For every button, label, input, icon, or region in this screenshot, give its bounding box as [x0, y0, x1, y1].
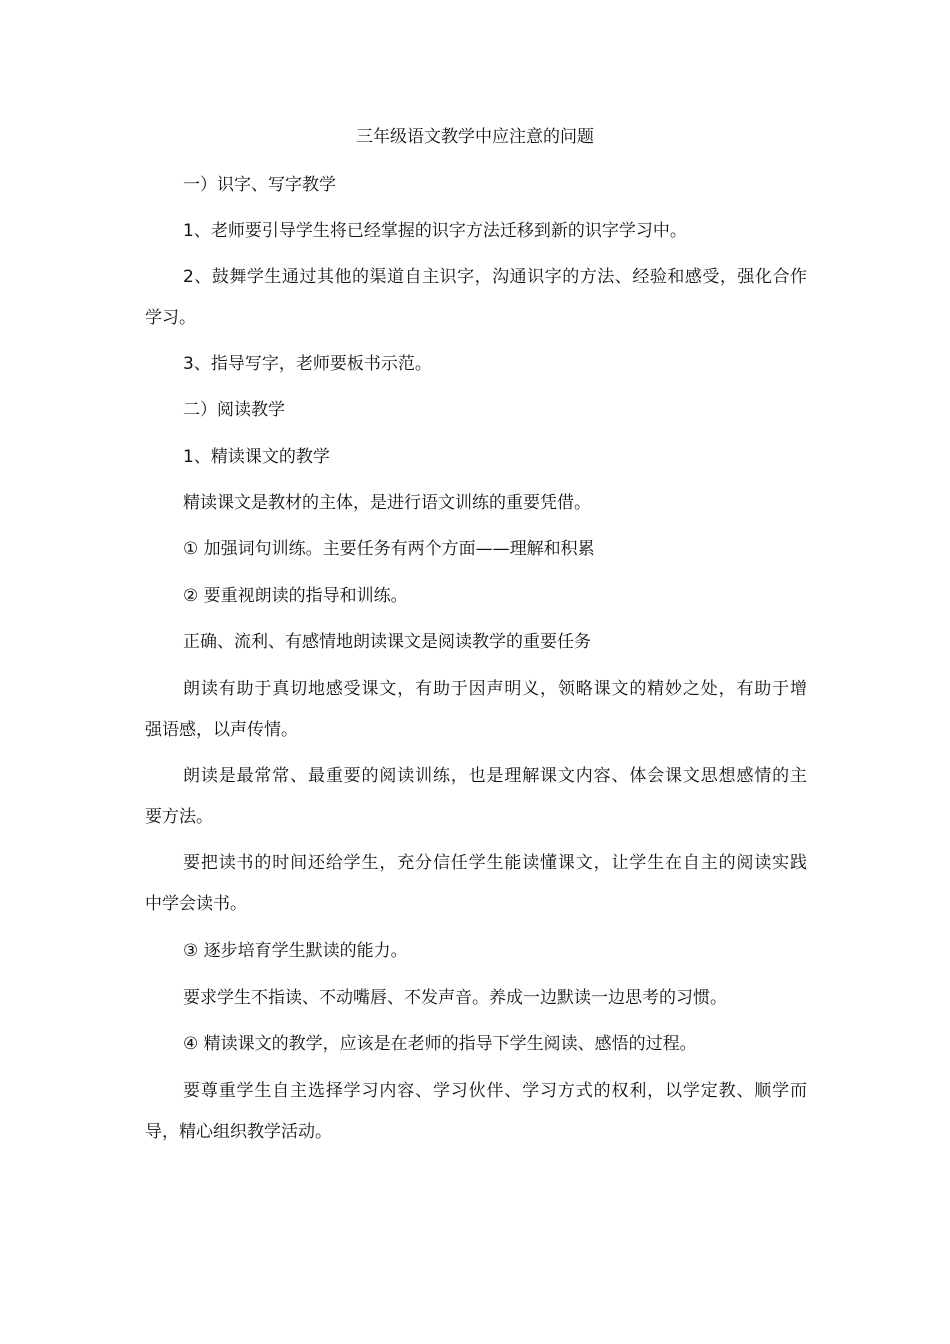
paragraph	[145, 987, 807, 1009]
paragraph-line: 朗读有助于真切地感受课文，有助于因声明义，领略课文的精妙之处，有助于增	[183, 679, 807, 699]
paragraph	[145, 1080, 807, 1143]
paragraph-line: 强语感，以声传情。	[145, 720, 298, 740]
paragraph-line: 3、指导写字，老师要板书示范。	[183, 354, 432, 374]
paragraph-line: ④ 精读课文的教学，应该是在老师的指导下学生阅读、感悟的过程。	[183, 1034, 697, 1054]
paragraph-line: 一）识字、写字教学	[183, 175, 336, 195]
paragraph	[145, 446, 807, 468]
paragraph	[145, 492, 807, 514]
paragraph	[145, 353, 807, 375]
paragraph-line: 朗读是最常常、最重要的阅读训练，也是理解课文内容、体会课文思想感情的主	[183, 766, 807, 786]
paragraph-line: 1、老师要引导学生将已经掌握的识字方法迁移到新的识字学习中。	[183, 221, 687, 241]
page-title: 三年级语文教学中应注意的问题	[356, 127, 594, 147]
paragraph	[145, 220, 807, 242]
paragraph-line: ② 要重视朗读的指导和训练。	[183, 586, 408, 606]
paragraph-line: 正确、流利、有感情地朗读课文是阅读教学的重要任务	[183, 632, 591, 652]
paragraph-line: 1、精读课文的教学	[183, 447, 330, 467]
paragraph-line: 学习。	[145, 308, 196, 328]
paragraph	[145, 538, 807, 560]
paragraph	[145, 852, 807, 915]
paragraph-line: 要尊重学生自主选择学习内容、学习伙伴、学习方式的权利，以学定教、顺学而	[183, 1081, 807, 1101]
paragraph-line: 要方法。	[145, 807, 213, 827]
paragraph-line: 导，精心组织教学活动。	[145, 1122, 332, 1142]
paragraph-line: 要求学生不指读、不动嘴唇、不发声音。养成一边默读一边思考的习惯。	[183, 988, 727, 1008]
paragraph	[145, 940, 807, 962]
paragraph	[145, 174, 807, 196]
paragraph	[145, 1033, 807, 1055]
paragraph-line: ① 加强词句训练。主要任务有两个方面——理解和积累	[183, 539, 595, 559]
paragraph-line: 二）阅读教学	[183, 400, 285, 420]
paragraph-line: 精读课文是教材的主体，是进行语文训练的重要凭借。	[183, 493, 591, 513]
paragraph-line: 中学会读书。	[145, 894, 247, 914]
paragraph	[145, 266, 807, 329]
paragraph-line: 要把读书的时间还给学生，充分信任学生能读懂课文，让学生在自主的阅读实践	[183, 853, 807, 873]
paragraph	[145, 399, 807, 421]
paragraph	[145, 765, 807, 828]
paragraph-line: 2、鼓舞学生通过其他的渠道自主识字，沟通识字的方法、经验和感受，强化合作	[183, 267, 807, 287]
paragraph	[145, 585, 807, 607]
paragraph	[145, 631, 807, 653]
paragraph	[145, 678, 807, 741]
paragraph-line: ③ 逐步培育学生默读的能力。	[183, 941, 408, 961]
